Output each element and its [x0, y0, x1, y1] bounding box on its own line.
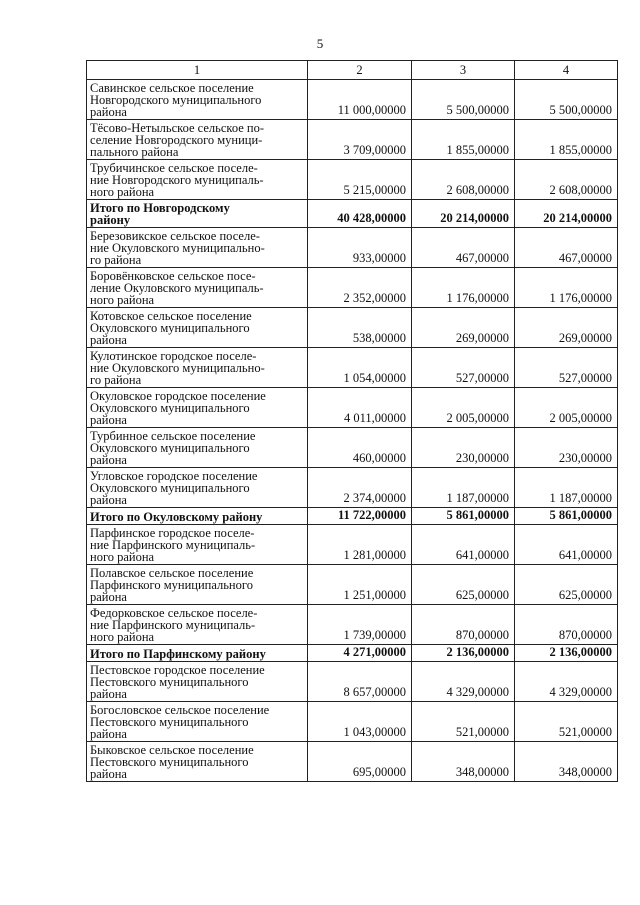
settlement-name-cell — [87, 308, 308, 348]
settlement-name-line: Березовикское сельское поселе- — [90, 229, 260, 243]
amount-cell-col2: 4 011,00000 — [308, 388, 412, 428]
amount-cell-col3: 870,00000 — [412, 605, 515, 645]
settlement-name-line: Полавское сельское поселение — [90, 566, 254, 580]
amount-cell-col2: 695,00000 — [308, 742, 412, 782]
table-row — [87, 428, 618, 468]
settlement-name-line: района — [90, 105, 127, 119]
amount-cell-col2: 8 657,00000 — [308, 662, 412, 702]
allocation-table — [86, 60, 618, 782]
settlement-name-line: ние Новгородского муниципаль- — [90, 173, 264, 187]
table-row — [87, 702, 618, 742]
amount-cell-col3: 1 176,00000 — [412, 268, 515, 308]
settlement-name-line: Окуловского муниципального — [90, 401, 250, 415]
settlement-name-cell — [87, 348, 308, 388]
table-row — [87, 308, 618, 348]
amount-cell-col2: 5 215,00000 — [308, 160, 412, 200]
settlement-name-line: Парфинского муниципального — [90, 578, 253, 592]
settlement-name-cell — [87, 120, 308, 160]
settlement-name-line: ление Окуловского муниципаль- — [90, 281, 264, 295]
settlement-name-cell — [87, 80, 308, 120]
settlement-name-line: ние Окуловского муниципально- — [90, 241, 265, 255]
table-row — [87, 468, 618, 508]
settlement-name-line: района — [90, 413, 127, 427]
settlement-name-line: ного района — [90, 630, 155, 644]
amount-cell-col2: 460,00000 — [308, 428, 412, 468]
amount-cell-col3: 269,00000 — [412, 308, 515, 348]
amount-cell-col3: 2 005,00000 — [412, 388, 515, 428]
amount-cell-col3: 2 136,00000 — [412, 645, 515, 662]
settlement-name-line: района — [90, 590, 127, 604]
settlement-name-line: Пестовского муниципального — [90, 715, 249, 729]
table-row — [87, 388, 618, 428]
settlement-name-cell — [87, 525, 308, 565]
settlement-name-line: Боровёнковское сельское посе- — [90, 269, 256, 283]
settlement-name-cell — [87, 428, 308, 468]
settlement-name-line: Тёсово-Нетыльское сельское по- — [90, 121, 264, 135]
amount-cell-col4: 521,00000 — [515, 702, 618, 742]
settlement-name-line: Трубичинское сельское поселе- — [90, 161, 258, 175]
table-row — [87, 742, 618, 782]
amount-cell-col4: 5 500,00000 — [515, 80, 618, 120]
settlement-name-line: Пестовское городское поселение — [90, 663, 265, 677]
settlement-name-line: Итого по Новгородскому — [90, 201, 230, 215]
table-row — [87, 228, 618, 268]
settlement-name-line: Турбинное сельское поселение — [90, 429, 256, 443]
amount-cell-col4: 20 214,00000 — [515, 200, 618, 228]
settlement-name-line: Окуловского муниципального — [90, 481, 250, 495]
table-row — [87, 160, 618, 200]
amount-cell-col3: 1 855,00000 — [412, 120, 515, 160]
settlement-name-cell — [87, 388, 308, 428]
settlement-name-cell — [87, 565, 308, 605]
column-header: 4 — [515, 61, 618, 80]
settlement-name-line: ние Парфинского муниципаль- — [90, 538, 256, 552]
settlement-name-cell — [87, 268, 308, 308]
amount-cell-col4: 527,00000 — [515, 348, 618, 388]
amount-cell-col3: 230,00000 — [412, 428, 515, 468]
amount-cell-col3: 4 329,00000 — [412, 662, 515, 702]
amount-cell-col4: 641,00000 — [515, 525, 618, 565]
table-row — [87, 348, 618, 388]
header-row — [87, 61, 618, 80]
amount-cell-col3: 5 861,00000 — [412, 508, 515, 525]
amount-cell-col4: 1 187,00000 — [515, 468, 618, 508]
amount-cell-col3: 2 608,00000 — [412, 160, 515, 200]
settlement-name-line: го района — [90, 373, 142, 387]
settlement-name-cell — [87, 200, 308, 228]
table-row — [87, 268, 618, 308]
settlement-name-line: района — [90, 333, 127, 347]
settlement-name-line: ние Парфинского муниципаль- — [90, 618, 256, 632]
amount-cell-col4: 870,00000 — [515, 605, 618, 645]
amount-cell-col2: 1 054,00000 — [308, 348, 412, 388]
settlement-name-cell — [87, 702, 308, 742]
amount-cell-col2: 2 374,00000 — [308, 468, 412, 508]
amount-cell-col3: 20 214,00000 — [412, 200, 515, 228]
column-header: 3 — [412, 61, 515, 80]
table-total-row — [87, 645, 618, 662]
settlement-name-cell — [87, 160, 308, 200]
amount-cell-col4: 5 861,00000 — [515, 508, 618, 525]
amount-cell-col2: 11 000,00000 — [308, 80, 412, 120]
amount-cell-col4: 625,00000 — [515, 565, 618, 605]
settlement-name-cell — [87, 508, 308, 525]
amount-cell-col3: 625,00000 — [412, 565, 515, 605]
amount-cell-col3: 527,00000 — [412, 348, 515, 388]
settlement-name-cell — [87, 742, 308, 782]
column-header: 2 — [308, 61, 412, 80]
table-body — [87, 80, 618, 782]
settlement-name-line: Новгородского муниципального — [90, 93, 262, 107]
settlement-name-line: района — [90, 687, 127, 701]
settlement-name-line: Федорковское сельское поселе- — [90, 606, 258, 620]
settlement-name-line: Богословское сельское поселение — [90, 703, 270, 717]
table-row — [87, 662, 618, 702]
amount-cell-col2: 933,00000 — [308, 228, 412, 268]
settlement-name-line: селение Новгородского муници- — [90, 133, 263, 147]
settlement-name-line: го района — [90, 253, 142, 267]
settlement-name-line: Пестовского муниципального — [90, 675, 249, 689]
settlement-name-line: ного района — [90, 550, 155, 564]
amount-cell-col4: 467,00000 — [515, 228, 618, 268]
settlement-name-line: Окуловское городское поселение — [90, 389, 266, 403]
amount-cell-col3: 467,00000 — [412, 228, 515, 268]
settlement-name-line: Окуловского муниципального — [90, 321, 250, 335]
amount-cell-col2: 2 352,00000 — [308, 268, 412, 308]
table-row — [87, 525, 618, 565]
table-total-row — [87, 200, 618, 228]
settlement-name-cell — [87, 468, 308, 508]
settlement-name-cell — [87, 662, 308, 702]
amount-cell-col2: 538,00000 — [308, 308, 412, 348]
amount-cell-col4: 2 005,00000 — [515, 388, 618, 428]
table-row — [87, 80, 618, 120]
table-header — [87, 61, 618, 80]
amount-cell-col4: 2 608,00000 — [515, 160, 618, 200]
amount-cell-col3: 641,00000 — [412, 525, 515, 565]
page-number: 5 — [316, 36, 324, 51]
amount-cell-col2: 1 043,00000 — [308, 702, 412, 742]
settlement-name-line: Окуловского муниципального — [90, 441, 250, 455]
settlement-name-cell — [87, 228, 308, 268]
settlement-name-line: Быковское сельское поселение — [90, 743, 254, 757]
settlement-name-line: ние Окуловского муниципально- — [90, 361, 265, 375]
settlement-name-line: ного района — [90, 185, 155, 199]
amount-cell-col4: 2 136,00000 — [515, 645, 618, 662]
amount-cell-col4: 230,00000 — [515, 428, 618, 468]
column-header: 1 — [87, 61, 308, 80]
settlement-name-line: пального района — [90, 145, 179, 159]
amount-cell-col3: 348,00000 — [412, 742, 515, 782]
amount-cell-col4: 1 176,00000 — [515, 268, 618, 308]
settlement-name-line: Итого по Окуловскому району — [90, 510, 263, 524]
settlement-name-line: Парфинское городское поселе- — [90, 526, 255, 540]
settlement-name-line: Угловское городское поселение — [90, 469, 258, 483]
table-row — [87, 565, 618, 605]
settlement-name-line: Итого по Парфинскому району — [90, 647, 266, 661]
settlement-name-cell — [87, 645, 308, 662]
amount-cell-col2: 1 281,00000 — [308, 525, 412, 565]
amount-cell-col2: 11 722,00000 — [308, 508, 412, 525]
settlement-name-line: Савинское сельское поселение — [90, 81, 254, 95]
settlement-name-line: Кулотинское городское поселе- — [90, 349, 257, 363]
amount-cell-col4: 269,00000 — [515, 308, 618, 348]
table-total-row — [87, 508, 618, 525]
amount-cell-col2: 1 251,00000 — [308, 565, 412, 605]
amount-cell-col3: 521,00000 — [412, 702, 515, 742]
amount-cell-col2: 4 271,00000 — [308, 645, 412, 662]
settlement-name-cell — [87, 605, 308, 645]
amount-cell-col4: 1 855,00000 — [515, 120, 618, 160]
amount-cell-col4: 348,00000 — [515, 742, 618, 782]
settlement-name-line: Котовское сельское поселение — [90, 309, 252, 323]
settlement-name-line: Пестовского муниципального — [90, 755, 249, 769]
amount-cell-col2: 40 428,00000 — [308, 200, 412, 228]
amount-cell-col2: 3 709,00000 — [308, 120, 412, 160]
amount-cell-col4: 4 329,00000 — [515, 662, 618, 702]
settlement-name-line: ного района — [90, 293, 155, 307]
settlement-name-line: району — [90, 213, 131, 227]
amount-cell-col2: 1 739,00000 — [308, 605, 412, 645]
settlement-name-line: района — [90, 767, 127, 781]
amount-cell-col3: 1 187,00000 — [412, 468, 515, 508]
settlement-name-line: района — [90, 727, 127, 741]
settlement-name-line: района — [90, 493, 127, 507]
table-row — [87, 120, 618, 160]
amount-cell-col3: 5 500,00000 — [412, 80, 515, 120]
table-row — [87, 605, 618, 645]
settlement-name-line: района — [90, 453, 127, 467]
